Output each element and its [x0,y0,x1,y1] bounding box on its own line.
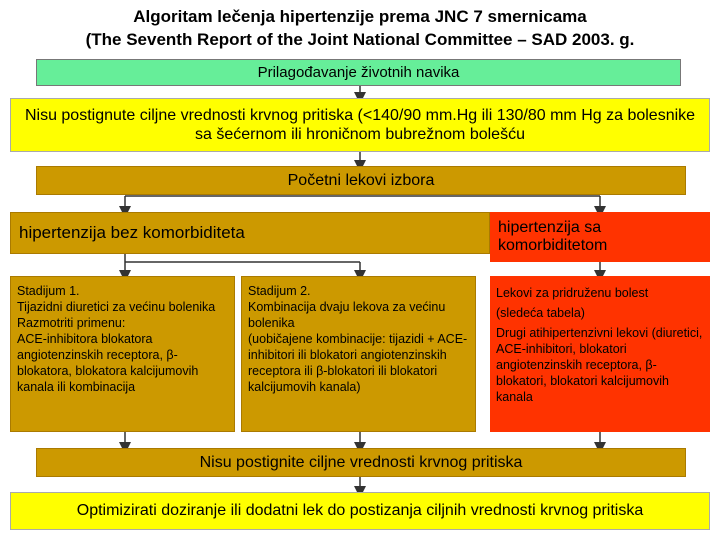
without-comorbidity-text: hipertenzija bez komorbiditeta [19,223,245,242]
initial-drugs-box [36,166,686,195]
stage2-line: Stadijum 2. [248,284,311,298]
stage1-line: ACE-inhibitora blokatora angiotenzinskih receptora, β-blokatora, blokatora kalcijumovih kanala ili kombinacija [17,332,199,394]
lifestyle-text: Prilagođavanje životnih navika [257,64,460,81]
comorbidity-line: Lekovi za pridruženu bolest [496,286,649,300]
stage2-line: Kombinacija dvaju lekova za većinu bolenika [248,300,446,330]
comorbidity-box [490,276,710,432]
stage1-box [10,276,235,432]
without-comorbidity-header [10,212,490,254]
optimize-text: Optimizirati doziranje ili dodatni lek do postizanja ciljnih vrednosti krvnog pritiska [76,502,644,519]
with-comorbidity-text: hipertenzija sa komorbiditetom [498,219,608,254]
stage1-line: Razmotriti primenu: [17,316,126,330]
stage1-line: Tijazidni diuretici za većinu bolenika [17,300,216,314]
title-line-2: (The Seventh Report of the Joint National Committee – SAD 2003. g. [85,30,635,49]
comorbidity-line: Drugi atihipertenzivni lekovi (diuretici, ACE-inhibitori, blokatori angiotenzinskih receptora, β-blokatori, blokatori kalcijumovih kanala [496,326,703,404]
bp-not-reached-2-box [36,448,686,477]
stage1-line: Stadijum 1. [17,284,80,298]
bp-not-reached-2-text: Nisu postignite ciljne vrednosti krvnog pritiska [199,453,523,471]
stage2-box [241,276,476,432]
initial-drugs-text: Početni lekovi izbora [287,171,435,189]
bp-not-reached-box [10,98,710,152]
optimize-box [10,492,710,530]
lifestyle-box [36,59,681,86]
comorbidity-line: (sledeća tabela) [496,306,585,320]
bp-not-reached-text: Nisu postignute ciljne vrednosti krvnog pritiska (<140/90 mm.Hg ili 130/80 mm Hg za bolesnike sa šećernom ili hroničnom bubrežnom bolešću [24,107,696,143]
with-comorbidity-header [490,212,710,262]
title-line-1: Algoritam lečenja hipertenzije prema JNC 7 smernicama [133,7,587,26]
stage2-line: (uobičajene kombinacije: tijazidi + ACE-inhibitori ili blokatori angiotenzinskih receptora ili β-blokatori ili blokatori kalcijumovih kanala) [248,332,468,394]
